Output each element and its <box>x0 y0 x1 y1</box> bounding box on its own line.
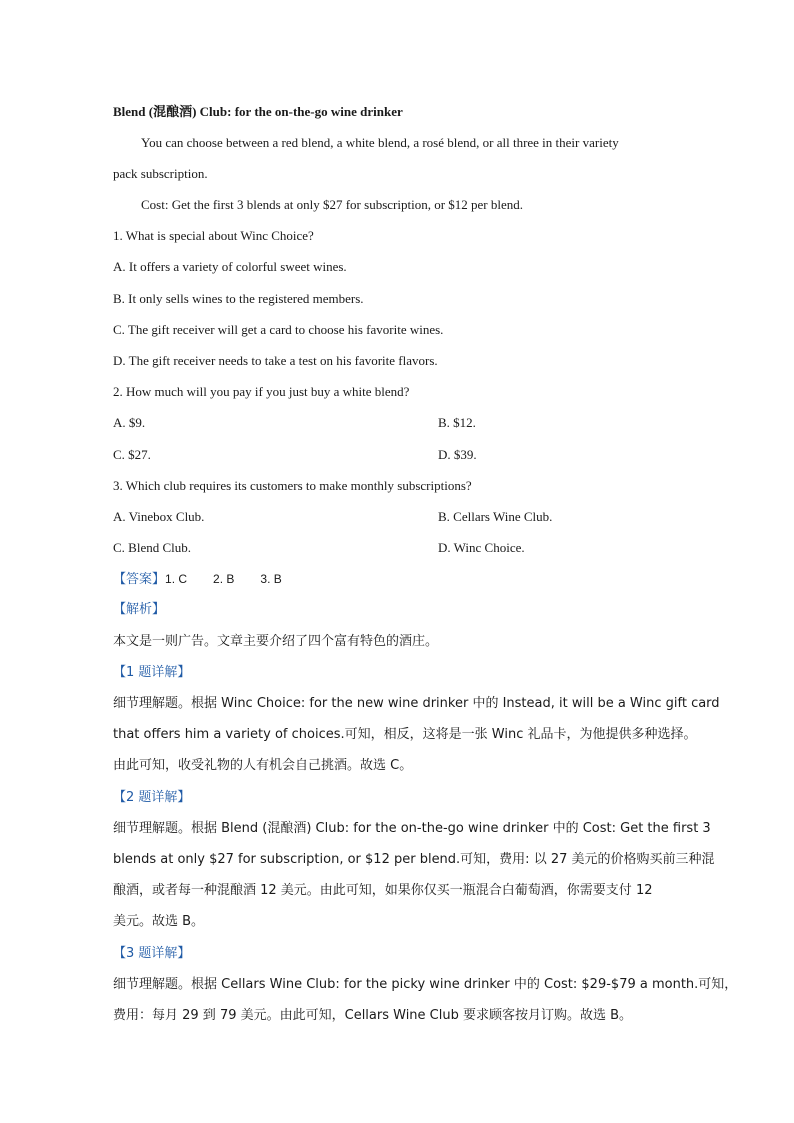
q3-detail-label: 【3 题详解】 <box>113 946 191 961</box>
question-3-option-b: B. Cellars Wine Club. <box>438 509 553 524</box>
passage-paragraph-cont: pack subscription. <box>113 166 208 181</box>
q1-detail-line: 由此可知，收受礼物的人有机会自己挑酒。故选 C。 <box>113 758 413 773</box>
question-1-option-d: D. The gift receiver needs to take a test on his favorite flavors. <box>113 353 438 368</box>
question-2-option-d: D. $39. <box>438 447 477 462</box>
question-1-stem: 1. What is special about Winc Choice? <box>113 228 314 243</box>
question-3-stem: 3. Which club requires its customers to make monthly subscriptions? <box>113 478 472 493</box>
question-3-option-c: C. Blend Club. <box>113 540 192 555</box>
answer-3: 3. B <box>260 572 282 586</box>
question-3-option-a: A. Vinebox Club. <box>113 509 205 524</box>
q2-detail-line: 细节理解题。根据 Blend (混酿酒) Club: for the on-the-go wine drinker 中的 Cost: Get the first 3 <box>113 821 711 836</box>
q3-detail-line: 细节理解题。根据 Cellars Wine Club: for the picky wine drinker 中的 Cost: $29-$79 a month.可知， <box>113 977 738 992</box>
analysis-summary: 本文是一则广告。文章主要介绍了四个富有特色的酒庄。 <box>113 634 439 649</box>
question-1-option-c: C. The gift receiver will get a card to choose his favorite wines. <box>113 322 444 337</box>
answer-values <box>165 572 308 586</box>
analysis-label: 【解析】 <box>113 602 166 617</box>
answer-label: 【答案】 <box>113 572 166 587</box>
passage-paragraph: You can choose between a red blend, a white blend, a rosé blend, or all three in their variety <box>141 135 619 150</box>
q2-detail-label: 【2 题详解】 <box>113 790 191 805</box>
question-2-option-b: B. $12. <box>438 415 476 430</box>
question-2-stem: 2. How much will you pay if you just buy a white blend? <box>113 384 410 399</box>
answer-2: 2. B <box>213 572 235 586</box>
q1-detail-line: that offers him a variety of choices.可知，相反，这将是一张 Winc 礼品卡，为他提供多种选择。 <box>113 727 697 742</box>
q1-detail-label: 【1 题详解】 <box>113 665 191 680</box>
question-1-option-b: B. It only sells wines to the registered members. <box>113 291 364 306</box>
passage-title: Blend (混酿酒) Club: for the on-the-go wine drinker <box>113 104 403 119</box>
question-3-option-d: D. Winc Choice. <box>438 540 525 555</box>
q2-detail-line: 酿酒，或者每一种混酿酒 12 美元。由此可知，如果你仅买一瓶混合白葡萄酒，你需要支付 12 <box>113 883 653 898</box>
q3-detail-line: 费用：每月 29 到 79 美元。由此可知，Cellars Wine Club 要求顾客按月订购。故选 B。 <box>113 1008 633 1023</box>
question-2-option-a: A. $9. <box>113 415 146 430</box>
q2-detail-line: blends at only $27 for subscription, or $12 per blend.可知，费用: 以 27 美元的价格购买前三种混 <box>113 852 715 867</box>
passage-cost: Cost: Get the first 3 blends at only $27 for subscription, or $12 per blend. <box>141 197 524 212</box>
q1-detail-line: 细节理解题。根据 Winc Choice: for the new wine drinker 中的 Instead, it will be a Winc gift card <box>113 696 720 711</box>
question-2-option-c: C. $27. <box>113 447 151 462</box>
answer-row <box>113 571 308 588</box>
question-1-option-a: A. It offers a variety of colorful sweet wines. <box>113 259 347 274</box>
q2-detail-line: 美元。故选 B。 <box>113 914 205 929</box>
answer-1: 1. C <box>165 572 188 586</box>
